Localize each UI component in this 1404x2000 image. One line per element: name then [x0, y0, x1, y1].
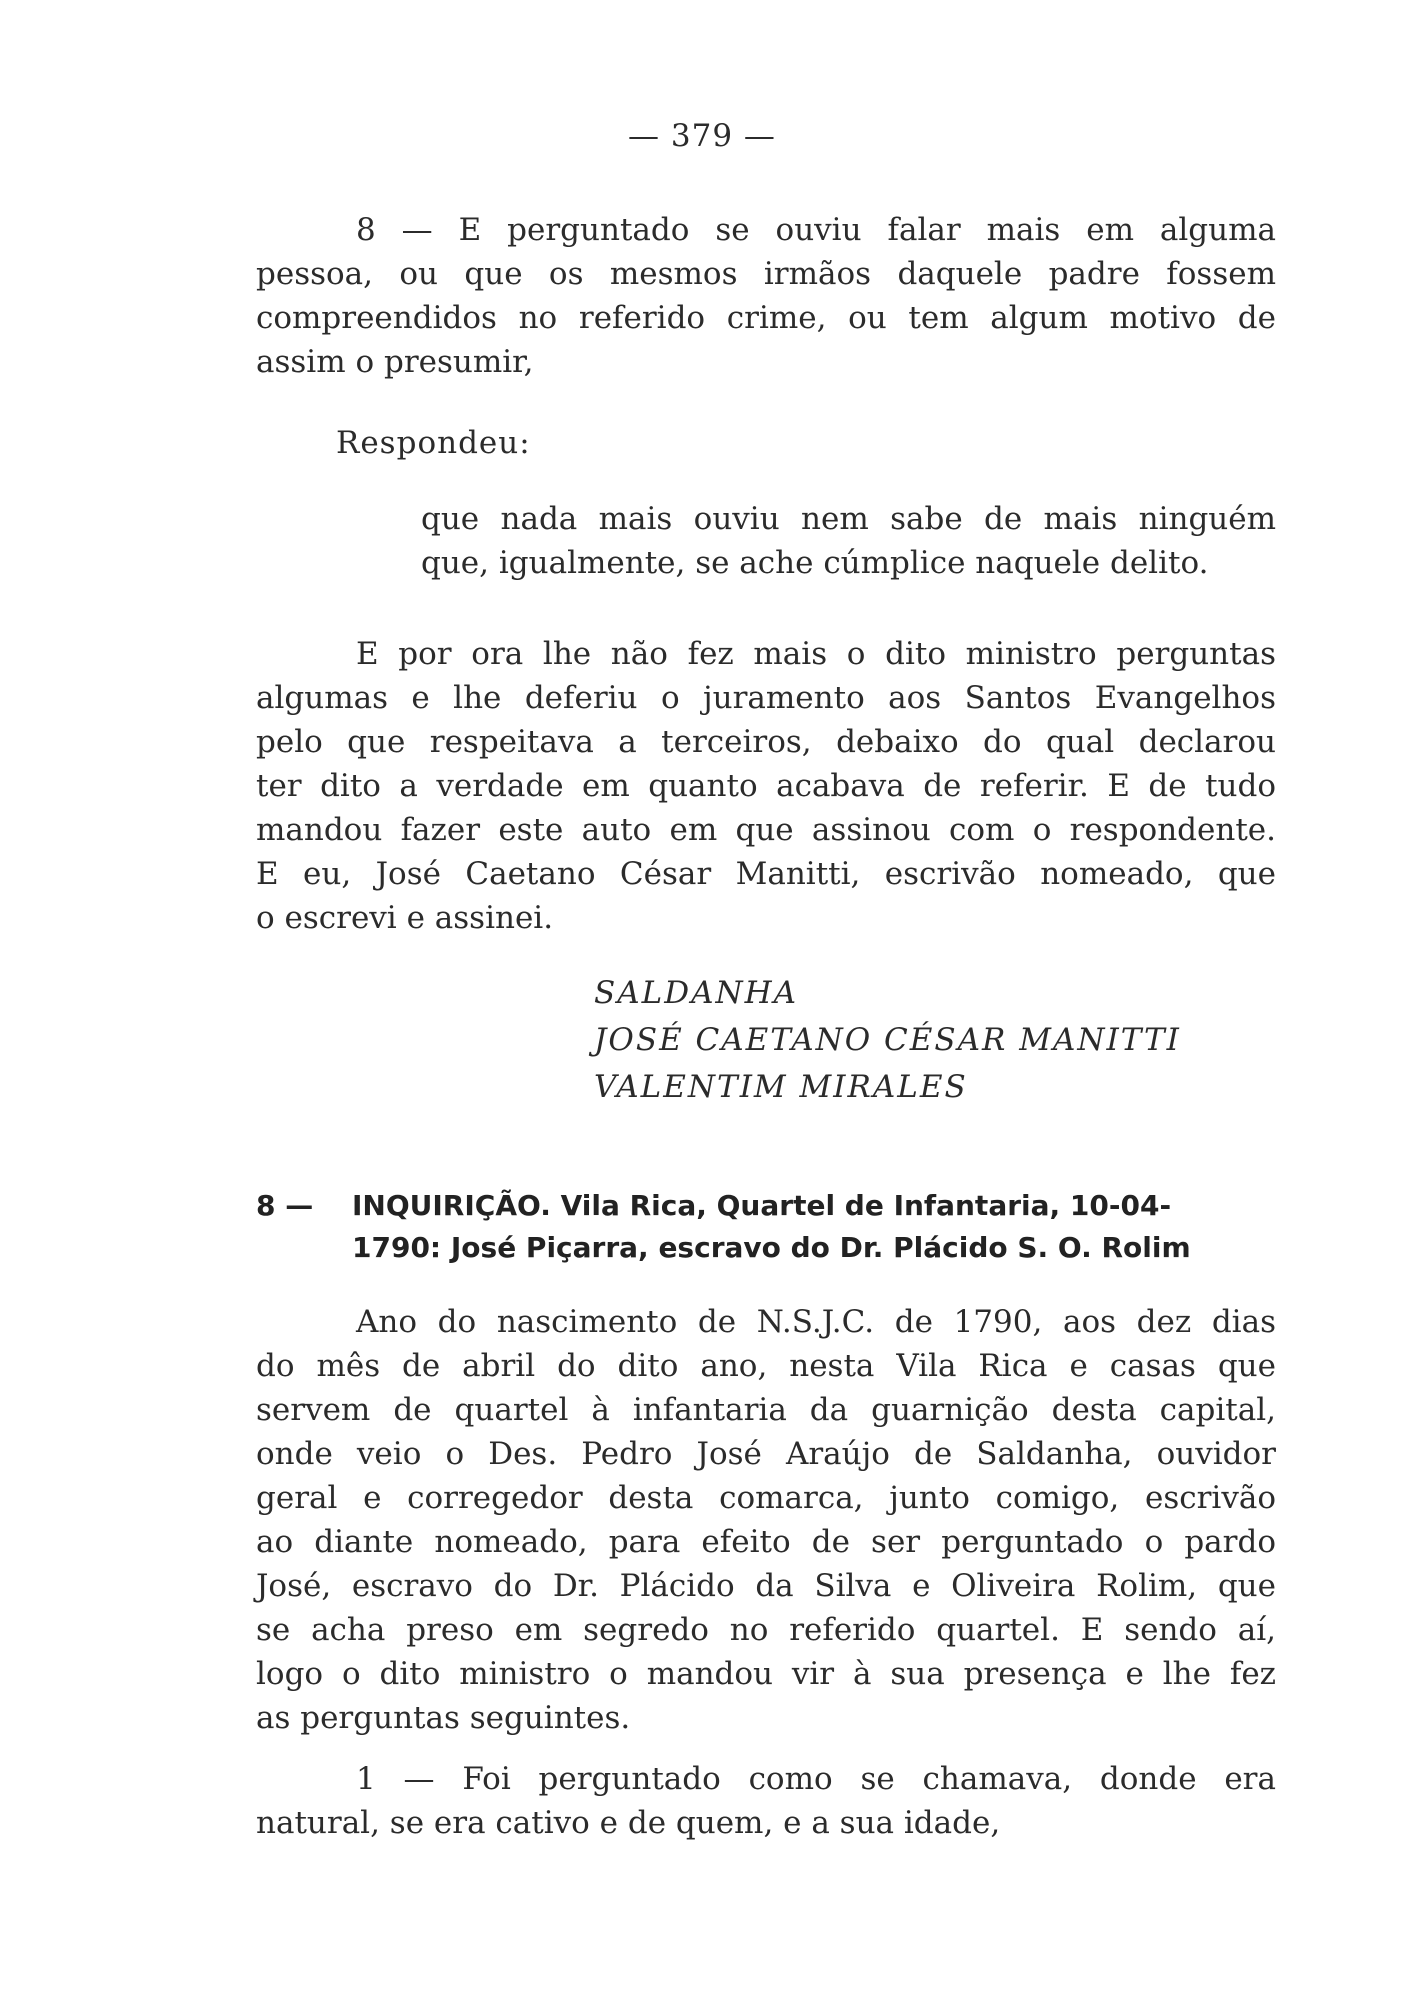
text-line: do mês de abril do dito ano, nesta Vila Rica e casas que: [256, 1348, 1276, 1384]
page-number: — 379 —: [628, 118, 776, 154]
text-line: 1 — Foi perguntado como se chamava, donde era: [356, 1761, 1276, 1797]
section-heading-line-2: 1790: José Piçarra, escravo do Dr. Plácido S. O. Rolim: [352, 1231, 1191, 1264]
answer-paragraph: [421, 497, 1276, 585]
signatures-block: [594, 970, 1181, 1111]
text-line: as perguntas seguintes.: [256, 1700, 631, 1736]
text-line: ao diante nomeado, para efeito de ser perguntado o pardo: [256, 1524, 1276, 1560]
section-heading-line-1: INQUIRIÇÃO. Vila Rica, Quartel de Infantaria, 10-04-: [352, 1189, 1172, 1222]
text-line: Ano do nascimento de N.S.J.C. de 1790, aos dez dias: [356, 1304, 1276, 1340]
text-line: E por ora lhe não fez mais o dito ministro perguntas: [356, 636, 1276, 672]
text-line: ter dito a verdade em quanto acabava de referir. E de tudo: [256, 768, 1276, 804]
text-line: que, igualmente, se ache cúmplice naquele delito.: [421, 545, 1209, 581]
respondeu-label: Respondeu:: [336, 425, 531, 461]
text-line: pessoa, ou que os mesmos irmãos daquele padre fossem: [256, 256, 1276, 292]
text-line: E eu, José Caetano César Manitti, escrivão nomeado, que: [256, 856, 1276, 892]
signature-manitti: JOSÉ CAETANO CÉSAR MANITTI: [594, 1022, 1181, 1058]
closing-paragraph: [256, 632, 1276, 940]
section-heading: [256, 1185, 1276, 1269]
question-8-paragraph: [256, 208, 1276, 384]
text-line: 8 — E perguntado se ouviu falar mais em alguma: [356, 212, 1276, 248]
signature-mirales: VALENTIM MIRALES: [594, 1069, 968, 1105]
text-line: natural, se era cativo e de quem, e a sua idade,: [256, 1805, 1001, 1841]
text-line: José, escravo do Dr. Plácido da Silva e Oliveira Rolim, que: [256, 1568, 1276, 1604]
text-line: servem de quartel à infantaria da guarnição desta capital,: [256, 1392, 1276, 1428]
section-number: 8 —: [256, 1189, 314, 1222]
text-line: pelo que respeitava a terceiros, debaixo do qual declarou: [256, 724, 1276, 760]
text-line: assim o presumir,: [256, 344, 534, 380]
text-line: logo o dito ministro o mandou vir à sua presença e lhe fez: [256, 1656, 1276, 1692]
text-line: o escrevi e assinei.: [256, 900, 554, 936]
text-line: geral e corregedor desta comarca, junto comigo, escrivão: [256, 1480, 1276, 1516]
text-line: algumas e lhe deferiu o juramento aos Santos Evangelhos: [256, 680, 1276, 716]
text-line: que nada mais ouviu nem sabe de mais ninguém: [421, 501, 1276, 537]
signature-saldanha: SALDANHA: [594, 975, 798, 1011]
inquiry-paragraph: [256, 1300, 1276, 1740]
text-line: compreendidos no referido crime, ou tem algum motivo de: [256, 300, 1276, 336]
question-1-paragraph: [256, 1757, 1276, 1845]
text-line: onde veio o Des. Pedro José Araújo de Saldanha, ouvidor: [256, 1436, 1276, 1472]
text-line: se acha preso em segredo no referido quartel. E sendo aí,: [256, 1612, 1276, 1648]
text-line: mandou fazer este auto em que assinou com o respondente.: [256, 812, 1276, 848]
